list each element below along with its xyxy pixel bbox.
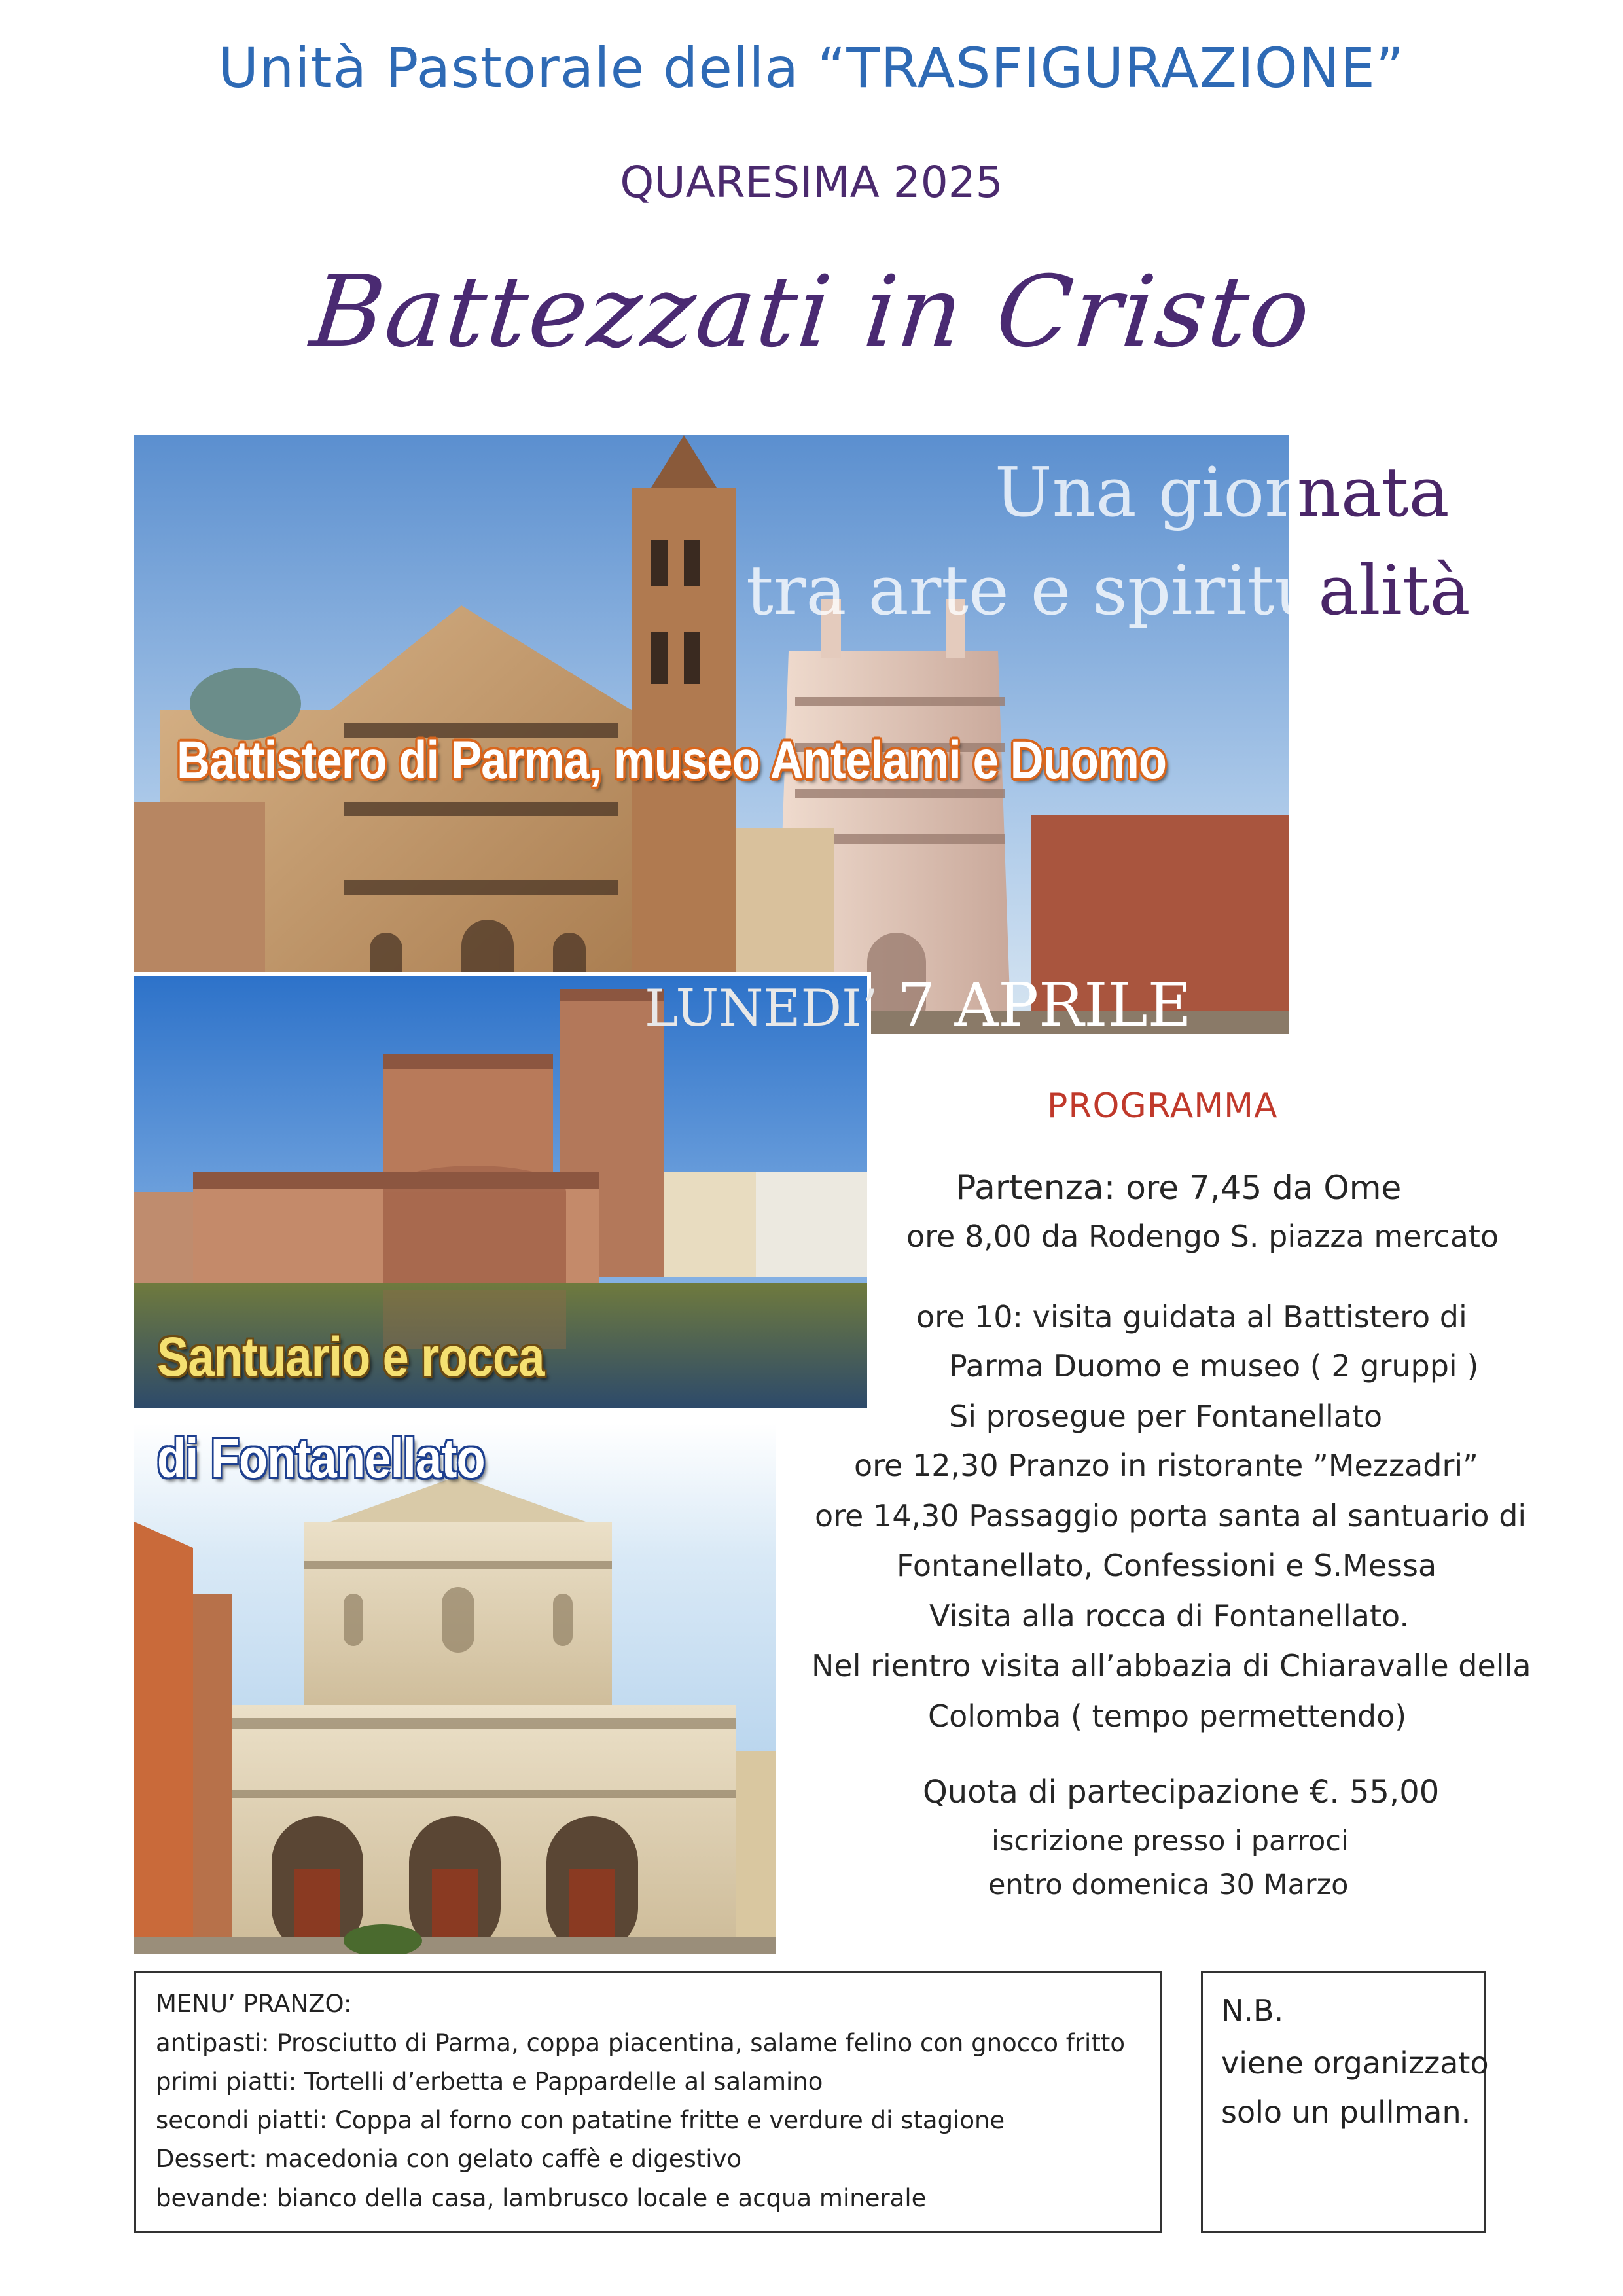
programme-line: ore 12,30 Pranzo in ristorante ”Mezzadri” (854, 1448, 1479, 1483)
lunch-menu-box (134, 1971, 1162, 2233)
tagline-line-1: Una giornata (995, 452, 1450, 532)
organization-title: Unità Pastorale della “TRASFIGURAZIONE” (218, 36, 1405, 100)
event-date: LUNEDI’ 7 APRILE (645, 970, 1192, 1040)
programme-line: Nel rientro visita all’abbazia di Chiaravalle della (812, 1648, 1531, 1683)
menu-item: antipasti: Prosciutto di Parma, coppa piacentina, salame felino con gnocco fritto (156, 2029, 1125, 2057)
programme-line: Fontanellato, Confessioni e S.Messa (897, 1548, 1437, 1583)
participation-fee: Quota di partecipazione €. 55,00 (923, 1774, 1440, 1810)
menu-item: primi piatti: Tortelli d’erbetta e Pappardelle al salamino (156, 2068, 823, 2096)
menu-item: secondi piatti: Coppa al forno con patatine fritte e verdure di stagione (156, 2106, 1005, 2134)
departure-line-2: ore 8,00 da Rodengo S. piazza mercato (906, 1219, 1499, 1254)
menu-title: MENU’ PRANZO: (156, 1990, 352, 2018)
programme-line: ore 10: visita guidata al Battistero di (916, 1299, 1467, 1335)
caption-fontanellato: di Fontanellato (157, 1427, 485, 1489)
note-line: solo un pullman. (1221, 2094, 1471, 2130)
santuario-fontanellato-photo (134, 1424, 776, 1954)
programme-line: Visita alla rocca di Fontanellato. (929, 1598, 1409, 1634)
caption-rocca: Santuario e rocca (157, 1326, 544, 1388)
programme-line: Colomba ( tempo permettendo) (928, 1698, 1407, 1734)
note-title: N.B. (1221, 1993, 1284, 2028)
programme-line: Si prosegue per Fontanellato (949, 1399, 1383, 1434)
caption-parma: Battistero di Parma, museo Antelami e Duomo (177, 730, 1167, 790)
note-line: viene organizzato (1221, 2045, 1489, 2081)
programme-line: Parma Duomo e museo ( 2 gruppi ) (949, 1348, 1479, 1384)
menu-item: Dessert: macedonia con gelato caffè e digestivo (156, 2145, 742, 2173)
departure-line-1: Partenza: ore 7,45 da Ome (955, 1168, 1402, 1208)
registration-deadline: entro domenica 30 Marzo (988, 1869, 1349, 1901)
tagline-line-2: tra arte e spiritualità (746, 550, 1471, 630)
theme-title: Battezzati in Cristo (306, 255, 1317, 369)
season-subtitle: QUARESIMA 2025 (620, 157, 1003, 207)
programme-line: ore 14,30 Passaggio porta santa al santuario di (815, 1498, 1527, 1534)
menu-item: bevande: bianco della casa, lambrusco locale e acqua minerale (156, 2184, 927, 2212)
note-box (1201, 1971, 1489, 2233)
programme-title: PROGRAMMA (1047, 1086, 1278, 1126)
registration-info: iscrizione presso i parroci (991, 1825, 1349, 1857)
